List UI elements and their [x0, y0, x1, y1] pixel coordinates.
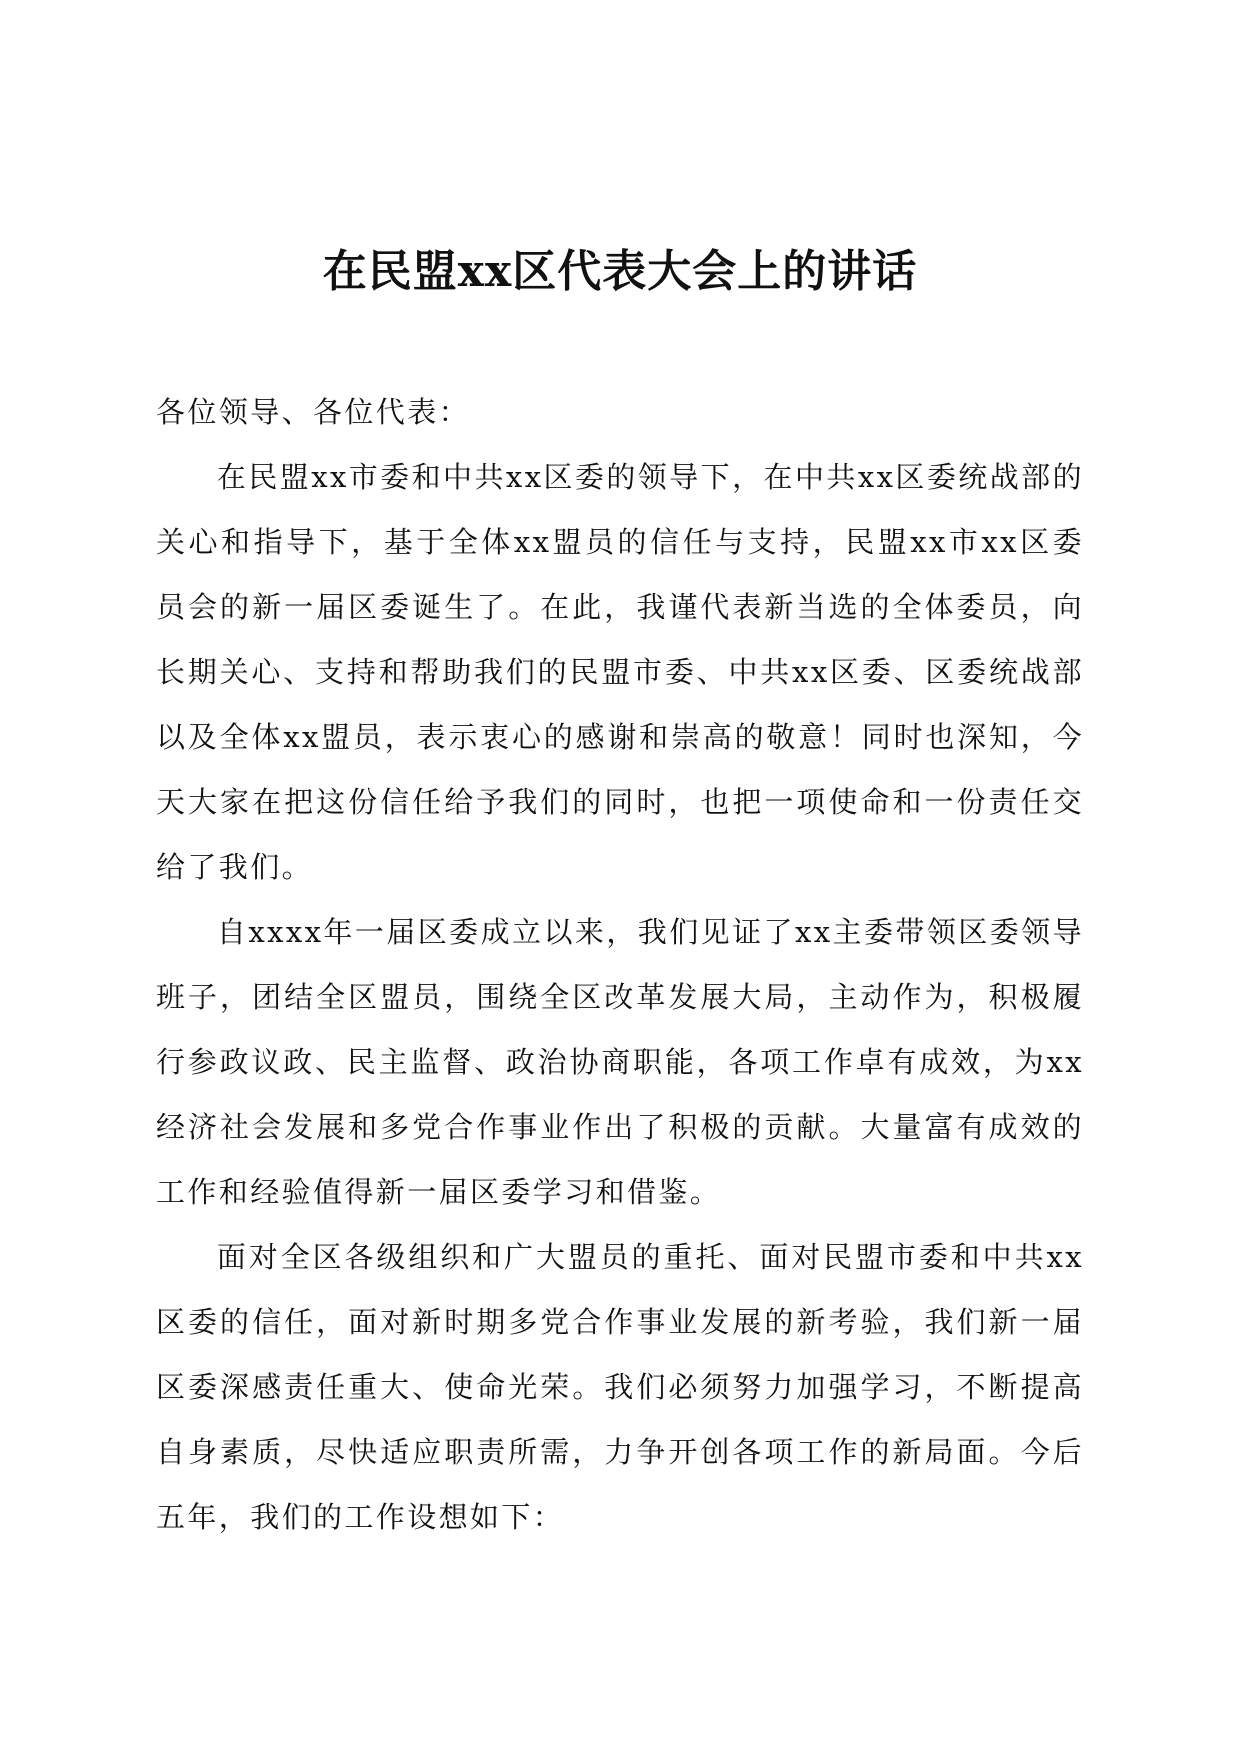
document-title: 在民盟xx区代表大会上的讲话: [322, 246, 918, 297]
greeting-line: 各位领导、各位代表：: [156, 395, 471, 429]
document-body: [156, 380, 1084, 1550]
paragraph-1: 在民盟xx市委和中共xx区委的领导下，在中共xx区委统战部的关心和指导下，基于全体xx盟员的信任与支持，民盟xx市xx区委员会的新一届区委诞生了。在此，我谨代表新当选的全体委员，向长期关心、支持和帮助我们的民盟市委、中共xx区委、区委统战部以及全体xx盟员，表示衷心的感谢和崇高的敬意！同时也深知，今天大家在把这份信任给予我们的同时，也把一项使命和一份责任交给了我们。: [156, 460, 1084, 884]
paragraph-3: 面对全区各级组织和广大盟员的重托、面对民盟市委和中共xx区委的信任，面对新时期多党合作事业发展的新考验，我们新一届区委深感责任重大、使命光荣。我们必须努力加强学习，不断提高自身素质，尽快适应职责所需，力争开创各项工作的新局面。今后五年，我们的工作设想如下：: [156, 1240, 1084, 1534]
paragraph-2: 自xxxx年一届区委成立以来，我们见证了xx主委带领区委领导班子，团结全区盟员，围绕全区改革发展大局，主动作为，积极履行参政议政、民主监督、政治协商职能，各项工作卓有成效，为xx经济社会发展和多党合作事业作出了积极的贡献。大量富有成效的工作和经验值得新一届区委学习和借鉴。: [156, 915, 1084, 1209]
